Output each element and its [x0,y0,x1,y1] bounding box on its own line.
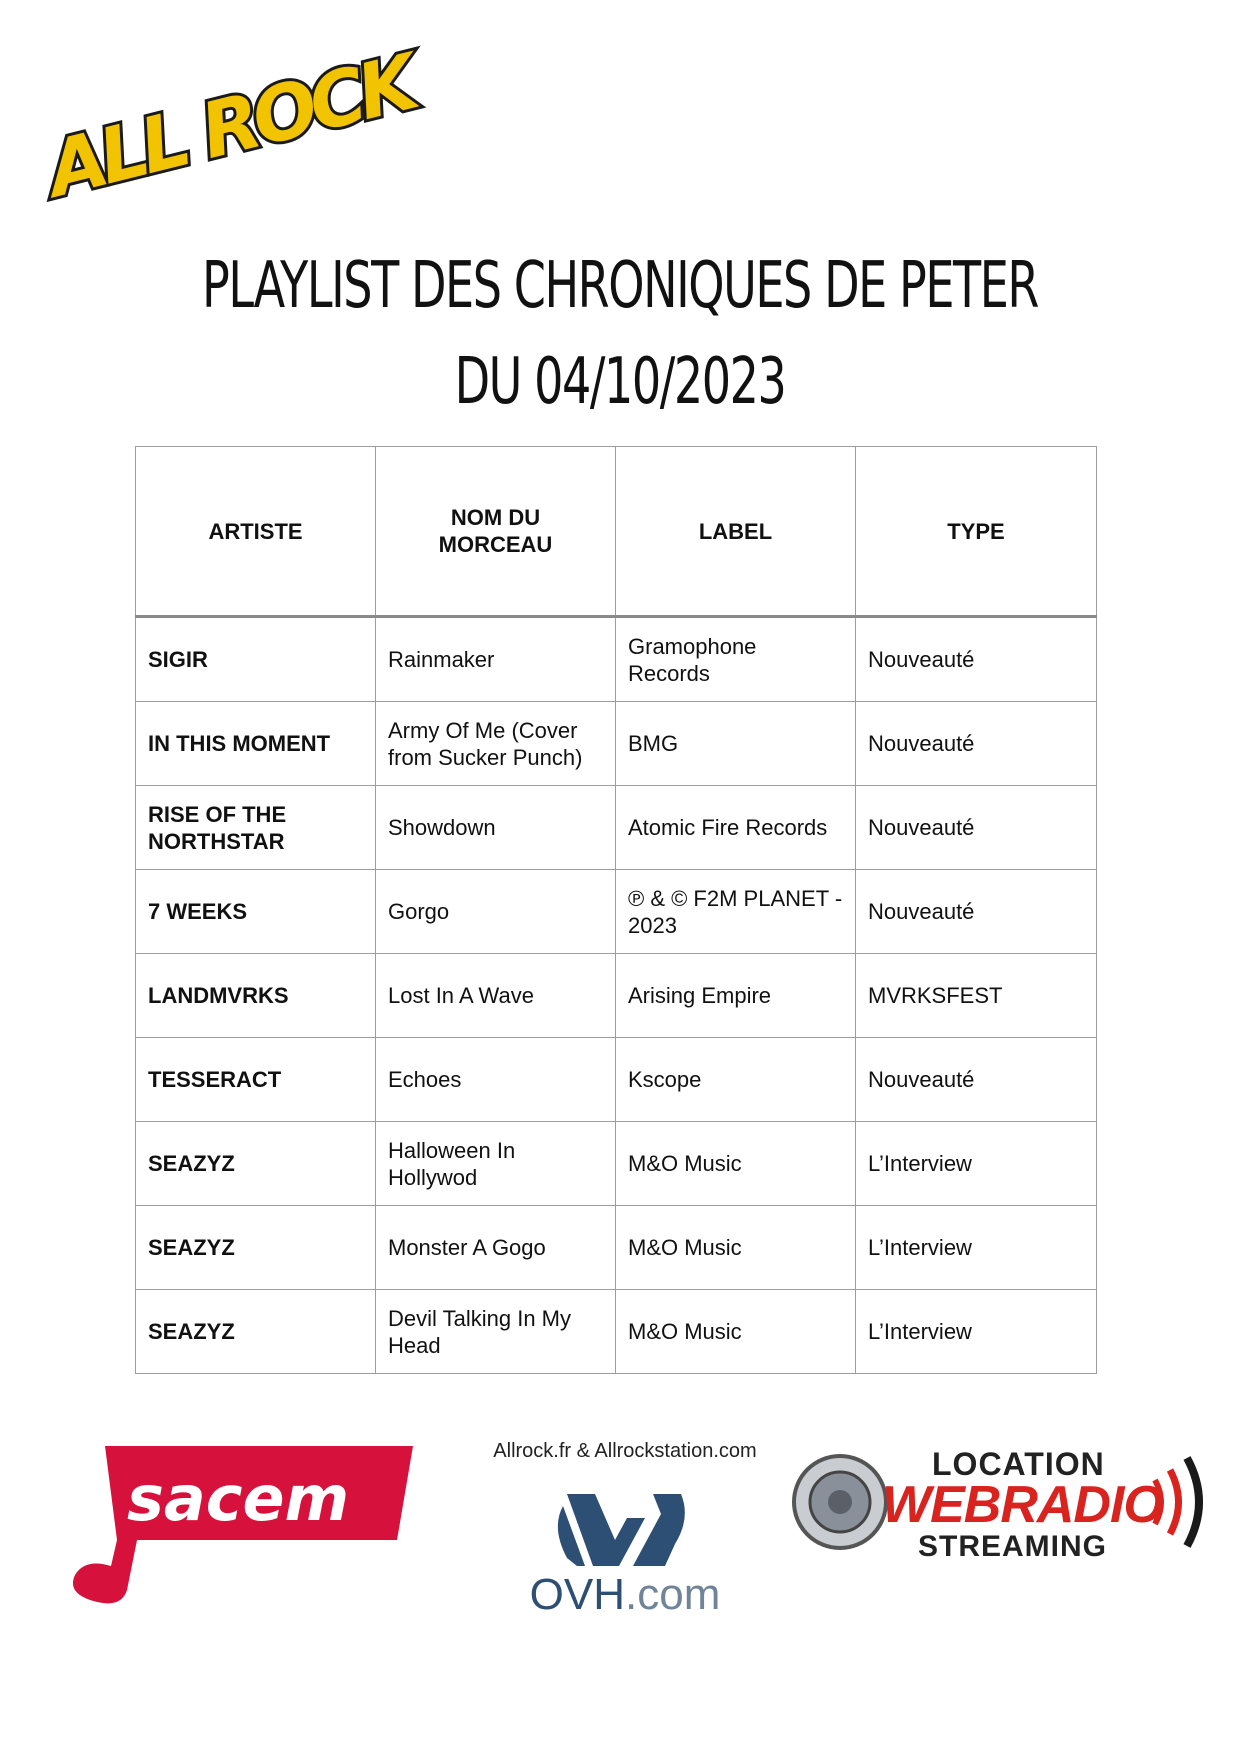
cell-type: Nouveauté [856,870,1097,954]
cell-track: Army Of Me (Cover from Sucker Punch) [376,702,616,786]
cell-artist: SEAZYZ [136,1122,376,1206]
cell-artist: 7 WEEKS [136,870,376,954]
cell-label: Gramophone Records [616,617,856,702]
cell-artist: IN THIS MOMENT [136,702,376,786]
cell-type: Nouveauté [856,786,1097,870]
table-row [136,617,1097,702]
cell-track: Gorgo [376,870,616,954]
cell-type: Nouveauté [856,1038,1097,1122]
webradio-streaming-text: STREAMING [918,1530,1107,1563]
cell-track: Rainmaker [376,617,616,702]
cell-type: L’Interview [856,1122,1097,1206]
cell-label: M&O Music [616,1122,856,1206]
cell-type: Nouveauté [856,617,1097,702]
cell-artist: SIGIR [136,617,376,702]
cell-track: Echoes [376,1038,616,1122]
cell-track: Showdown [376,786,616,870]
cell-type: MVRKSFEST [856,954,1097,1038]
header-label: LABEL [616,447,856,617]
cell-artist: TESSERACT [136,1038,376,1122]
footer-site-text: Allrock.fr & Allrockstation.com [493,1440,757,1462]
table-header-row [136,447,1097,617]
cell-label: Arising Empire [616,954,856,1038]
cell-label: M&O Music [616,1290,856,1374]
header-type: TYPE [856,447,1097,617]
cell-type: Nouveauté [856,702,1097,786]
table-row [136,1206,1097,1290]
cell-artist: SEAZYZ [136,1206,376,1290]
cell-label: Atomic Fire Records [616,786,856,870]
cell-artist: LANDMVRKS [136,954,376,1038]
cell-label: Kscope [616,1038,856,1122]
sacem-logo [45,1440,415,1605]
cell-track: Devil Talking In My Head [376,1290,616,1374]
allrock-logo [32,37,421,215]
table-row [136,702,1097,786]
page-title [174,238,1067,430]
cell-track: Lost In A Wave [376,954,616,1038]
cell-type: L’Interview [856,1290,1097,1374]
table-row [136,1290,1097,1374]
cell-artist: SEAZYZ [136,1290,376,1374]
table-row [136,1038,1097,1122]
allrock-logo-text: ALL ROCK [38,37,421,215]
playlist-table [135,446,1097,1374]
table-row [136,786,1097,870]
cell-label: M&O Music [616,1206,856,1290]
webradio-title-text: WEBRADIO [882,1476,1163,1534]
speaker-icon [794,1456,886,1548]
table-row [136,954,1097,1038]
sacem-logo-text: sacem [127,1462,350,1535]
title-line-2: DU 04/10/2023 [454,345,786,419]
title-line-1: PLAYLIST DES CHRONIQUES DE PETER [202,249,1038,323]
header-nom-du-morceau: NOM DU MORCEAU [376,447,616,617]
cell-track: Halloween In Hollywod [376,1122,616,1206]
cell-artist: RISE OF THE NORTHSTAR [136,786,376,870]
header-artiste: ARTISTE [136,447,376,617]
cell-type: L’Interview [856,1206,1097,1290]
ovh-logo-text: OVH.com [529,1570,721,1619]
table-row [136,1122,1097,1206]
cell-label: ℗ & © F2M PLANET - 2023 [616,870,856,954]
webradio-location-text: LOCATION [932,1446,1105,1482]
cell-track: Monster A Gogo [376,1206,616,1290]
table-row [136,870,1097,954]
cell-label: BMG [616,702,856,786]
